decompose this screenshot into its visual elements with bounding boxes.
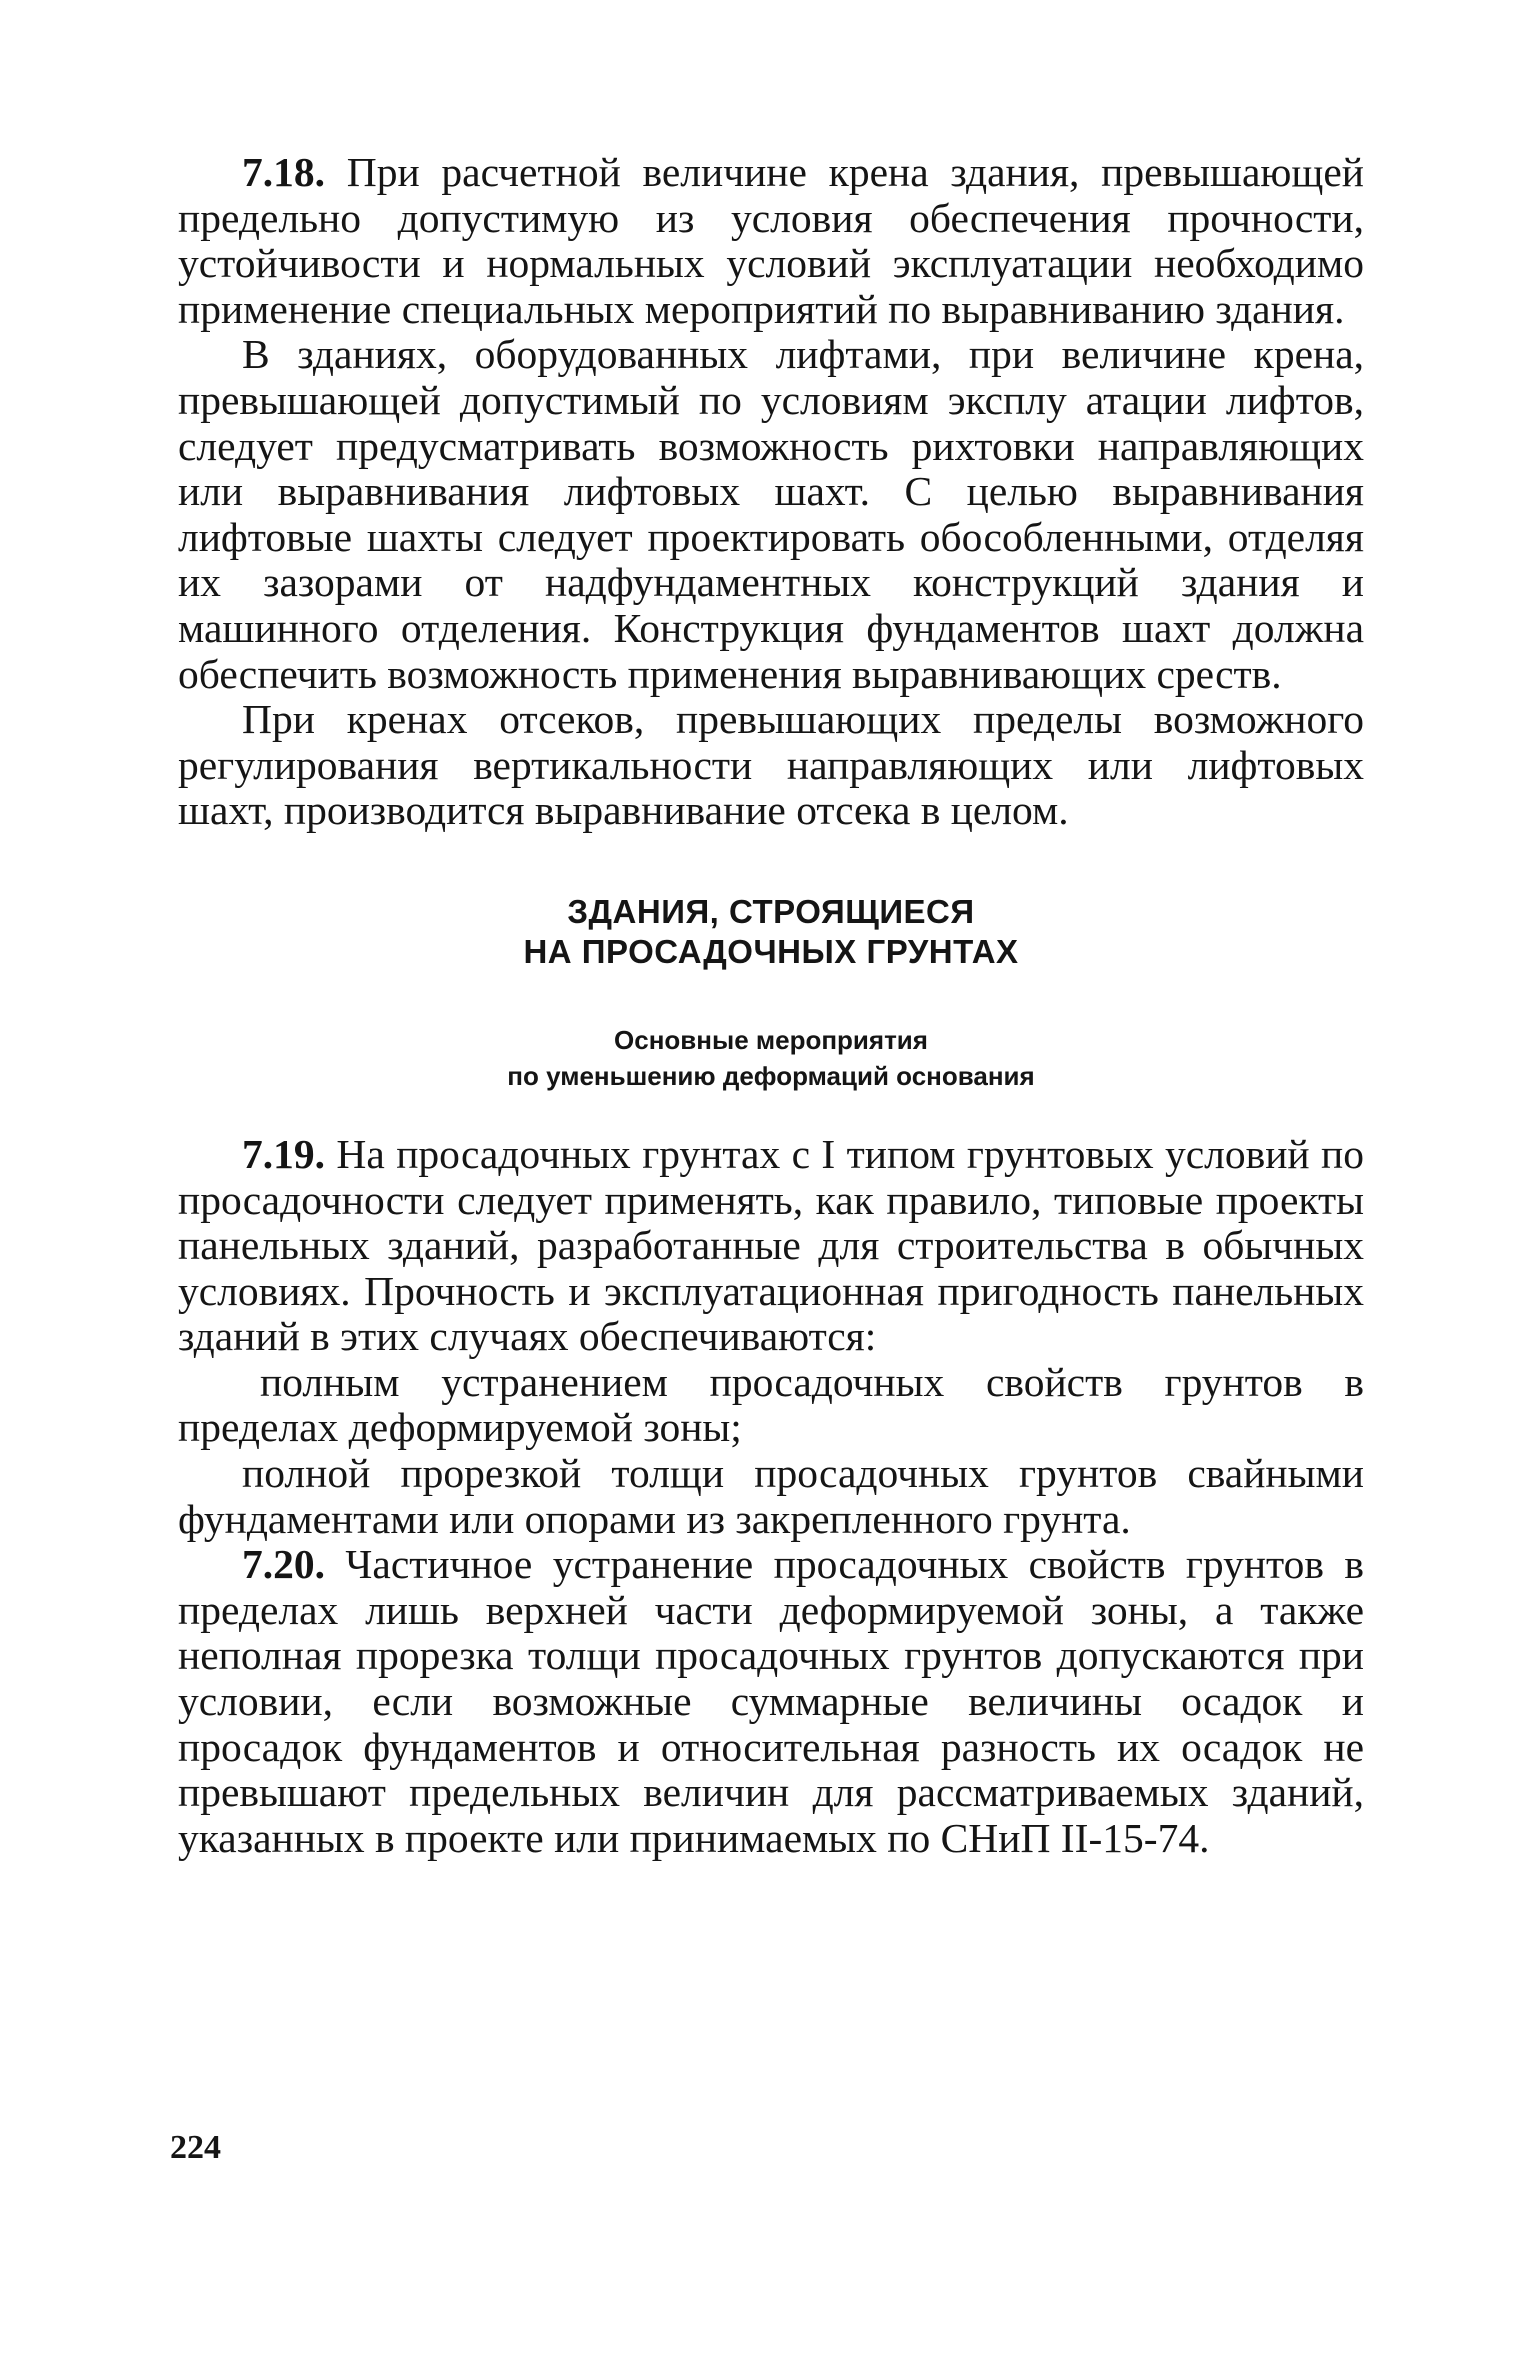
chapter-heading-line-1: ЗДАНИЯ, СТРОЯЩИЕСЯ — [567, 892, 975, 930]
subheading-line-2: по уменьшению деформаций основания — [507, 1060, 1035, 1091]
list-item-2: полной прорезкой толщи просадочных грунтов свайными фундаментами или опорами из закрепленного грунта. — [178, 1450, 1364, 1542]
paragraph-7-19 — [178, 1132, 1364, 1360]
list-item-1: полным устранением просадочных свойств грунтов в пределах деформируемой зоны; — [178, 1358, 1364, 1451]
section-number-7-19: 7.19. — [242, 1130, 325, 1177]
paragraph-compartments: При кренах отсеков, превышающих пределы возможного регулирования вертикальности направляющих или лифтовых шахт, производится выравнивание отсека в целом. — [178, 696, 1364, 834]
paragraph-7-20 — [178, 1542, 1364, 1861]
paragraph-7-20-text: Частичное устранение просадочных свойств грунтов в пределах лишь верхней части деформируемой зоны, а также неполная прорезка толщи просадочных грунтов допускаются при условии, если возможные суммарные величины осадок и просадок фундаментов и относительная разность их осадок не превышают предельных величин для рассматриваемых зданий, указанных в проекте или принимаемых по СНиП II-15-74. — [178, 1541, 1364, 1861]
chapter-heading-line-2: НА ПРОСАДОЧНЫХ ГРУНТАХ — [523, 932, 1019, 970]
section-number-7-18: 7.18. — [242, 149, 325, 195]
document-page — [178, 150, 1364, 1861]
paragraph-7-18 — [178, 150, 1364, 332]
paragraph-7-18-text: При расчетной величине крена здания, превышающей предельно допустимую из условия обеспечения прочности, устойчивости и нормальных условий эксплуатации необходимо применение специальных мероприятий по выравниванию здания. — [178, 149, 1364, 332]
paragraph-7-19-text: На просадочных грунтах с I типом грунтовых условий по просадочности следует применять, как правило, типовые проекты панельных зданий, разработанные для строительства в обычных условиях. Прочность и эксплуатационная пригодность панельных зданий в этих случаях обеспечиваются: — [178, 1130, 1364, 1360]
section-number-7-20: 7.20. — [242, 1541, 325, 1588]
page-number: 224 — [170, 2129, 221, 2166]
paragraph-elevators: В зданиях, оборудованных лифтами, при величине крена, превышающей допустимый по условиям эксплу атации лифтов, следует предусматривать возможность рихтовки направляющих или выравнивания лифтовых шахт. С целью выравнивания лифтовые шахты следует проектировать обособленными, отделяя их зазорами от надфундаментных конструкций здания и машинного отделения. Конструкция фундаментов шахт должна обеспечить возможность применения выравнивающих среств. — [178, 331, 1364, 697]
subheading-line-1: Основные мероприятия — [614, 1024, 928, 1055]
